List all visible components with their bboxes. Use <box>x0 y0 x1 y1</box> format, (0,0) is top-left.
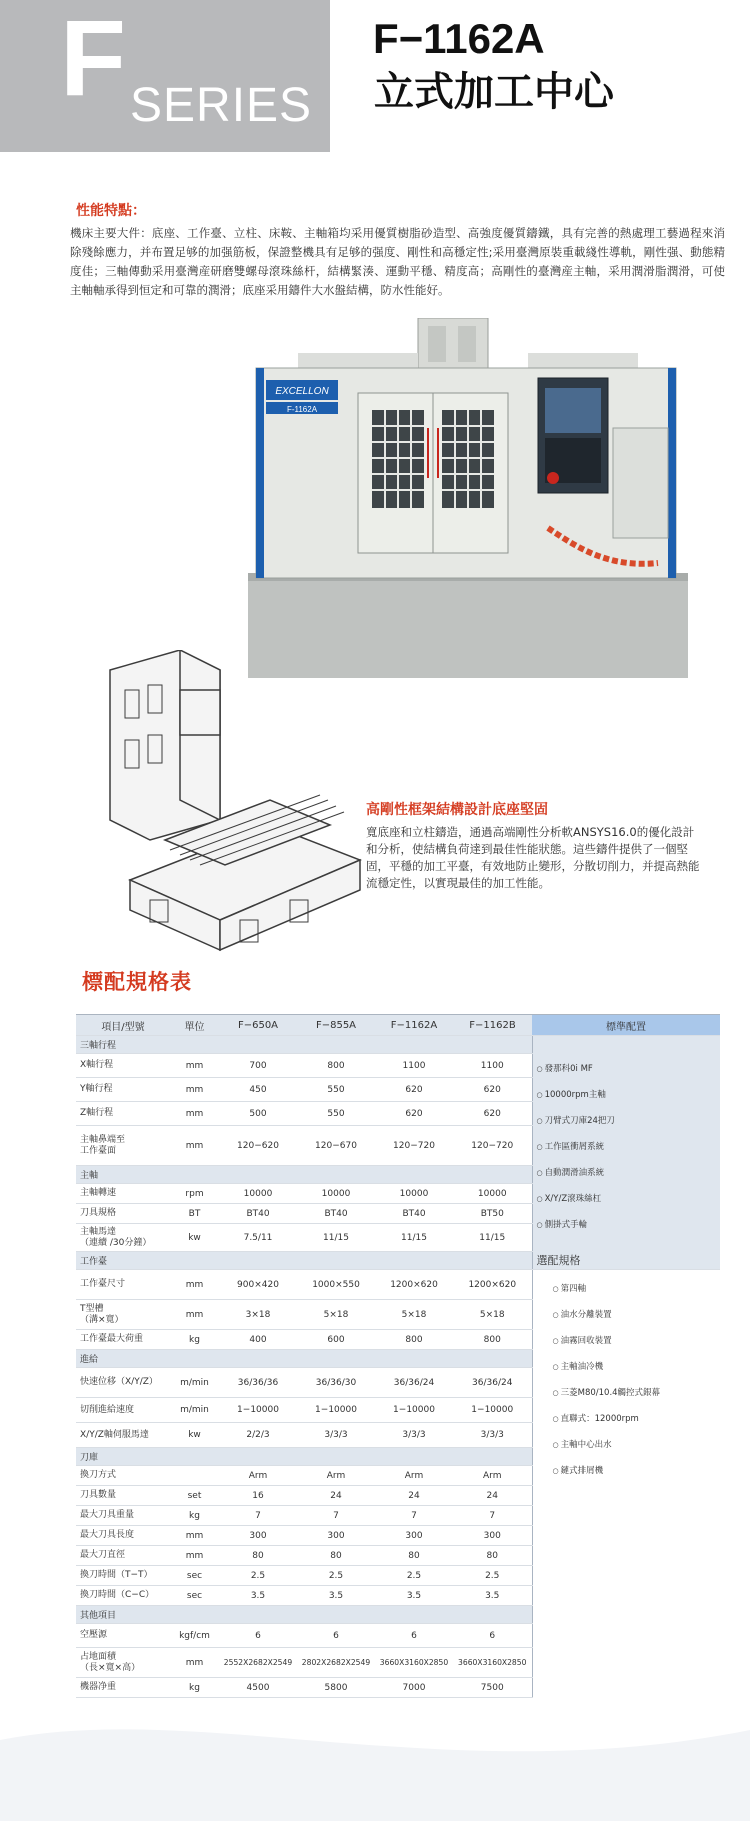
col-header: F−650A <box>219 1015 297 1036</box>
standard-config-item: ○ 側掛式手輪 <box>537 1212 721 1238</box>
spec-label: 最大刀具長度 <box>76 1526 170 1546</box>
spec-unit: rpm <box>170 1184 219 1204</box>
spec-label: X/Y/Z軸伺服馬達 <box>76 1423 170 1448</box>
spec-unit: mm <box>170 1126 219 1166</box>
spec-value: Arm <box>375 1466 453 1486</box>
spec-value: BT40 <box>375 1204 453 1224</box>
spec-value: 800 <box>375 1330 453 1350</box>
machine-brand: EXCELLON <box>275 386 329 397</box>
spec-value: 7 <box>375 1506 453 1526</box>
spec-value: 900×420 <box>219 1270 297 1300</box>
spec-value: 1−10000 <box>219 1398 297 1423</box>
spec-value: 7000 <box>375 1678 453 1698</box>
spec-label: 刀具數量 <box>76 1486 170 1506</box>
spec-value: 7 <box>219 1506 297 1526</box>
spec-label: 主軸鼻端至 工作臺面 <box>76 1126 170 1166</box>
spec-value: 2.5 <box>297 1566 375 1586</box>
spec-value: 10000 <box>297 1184 375 1204</box>
spec-value: 1000×550 <box>297 1270 375 1300</box>
spec-label: T型槽 （溝×寬） <box>76 1300 170 1330</box>
spec-value: 800 <box>453 1330 532 1350</box>
category-label: 主軸 <box>76 1166 532 1184</box>
spec-label: X軸行程 <box>76 1054 170 1078</box>
series-letter: F <box>60 0 126 118</box>
col-header: F−1162B <box>453 1015 532 1036</box>
spec-value: Arm <box>297 1466 375 1486</box>
spec-value: 1200×620 <box>375 1270 453 1300</box>
spec-value: 2.5 <box>453 1566 532 1586</box>
spec-value: 24 <box>375 1486 453 1506</box>
spec-value: 5×18 <box>453 1300 532 1330</box>
spec-value: Arm <box>453 1466 532 1486</box>
spec-value: 11/15 <box>453 1224 532 1252</box>
category-label: 三軸行程 <box>76 1036 532 1054</box>
col-header: 項目/型號 <box>76 1015 170 1036</box>
spec-value: 620 <box>375 1102 453 1126</box>
spec-label: 工作臺最大荷重 <box>76 1330 170 1350</box>
category-row <box>76 1252 720 1270</box>
spec-value: 620 <box>453 1102 532 1126</box>
machine-image <box>248 318 688 678</box>
spec-value: 7 <box>297 1506 375 1526</box>
spec-label: 主軸轉速 <box>76 1184 170 1204</box>
standard-config-item: ○ 刀臂式刀庫24把刀 <box>537 1108 721 1134</box>
spec-value: 300 <box>375 1526 453 1546</box>
standard-config-item: ○ 發那科0i MF <box>537 1056 721 1082</box>
spec-unit: kg <box>170 1678 219 1698</box>
spec-value: BT40 <box>297 1204 375 1224</box>
optional-config-item: ○ 三菱M80/10.4觸控式銀幕 <box>553 1380 721 1406</box>
spec-unit: m/min <box>170 1368 219 1398</box>
spec-value: 6 <box>219 1624 297 1648</box>
spec-value: 11/15 <box>297 1224 375 1252</box>
optional-config-list <box>532 1270 720 1698</box>
spec-unit: sec <box>170 1586 219 1606</box>
category-label: 刀庫 <box>76 1448 532 1466</box>
spec-label: 最大刀直徑 <box>76 1546 170 1566</box>
spec-value: 1−10000 <box>297 1398 375 1423</box>
spec-value: 3/3/3 <box>375 1423 453 1448</box>
standard-config-item: ○ 工作區衝屑系統 <box>537 1134 721 1160</box>
category-label: 進給 <box>76 1350 532 1368</box>
optional-config-item: ○ 鏈式排屑機 <box>553 1458 721 1484</box>
standard-config-list <box>532 1036 720 1252</box>
spec-unit: mm <box>170 1300 219 1330</box>
spec-label: 換刀時間（T−T） <box>76 1566 170 1586</box>
optional-config-item: ○ 油霧回收裝置 <box>553 1328 721 1354</box>
spec-value: 36/36/24 <box>375 1368 453 1398</box>
spec-value: 24 <box>297 1486 375 1506</box>
optional-config-item: ○ 主軸油冷機 <box>553 1354 721 1380</box>
spec-unit: kg <box>170 1330 219 1350</box>
spec-value: 1200×620 <box>453 1270 532 1300</box>
spec-unit: m/min <box>170 1398 219 1423</box>
spec-value: 6 <box>453 1624 532 1648</box>
spec-value: 120−720 <box>375 1126 453 1166</box>
spec-label: 空壓源 <box>76 1624 170 1648</box>
spec-value: 5×18 <box>375 1300 453 1330</box>
spec-unit: mm <box>170 1526 219 1546</box>
spec-label: Z軸行程 <box>76 1102 170 1126</box>
spec-table <box>76 1014 720 1698</box>
spec-value: 36/36/24 <box>453 1368 532 1398</box>
spec-label: Y軸行程 <box>76 1078 170 1102</box>
spec-header-row <box>76 1015 720 1036</box>
spec-value: 700 <box>219 1054 297 1078</box>
spec-value: 10000 <box>453 1184 532 1204</box>
spec-unit: kgf/cm <box>170 1624 219 1648</box>
spec-value: 36/36/36 <box>219 1368 297 1398</box>
col-header: 單位 <box>170 1015 219 1036</box>
spec-value: 3.5 <box>297 1586 375 1606</box>
spec-label: 換刀時間（C−C） <box>76 1586 170 1606</box>
category-label: 其他項目 <box>76 1606 532 1624</box>
optional-config-item: ○ 主軸中心出水 <box>553 1432 721 1458</box>
spec-value: 1100 <box>453 1054 532 1078</box>
spec-value: 600 <box>297 1330 375 1350</box>
spec-value: 4500 <box>219 1678 297 1698</box>
spec-value: 5800 <box>297 1678 375 1698</box>
spec-value: 1100 <box>375 1054 453 1078</box>
spec-value: 300 <box>453 1526 532 1546</box>
spec-value: 80 <box>453 1546 532 1566</box>
spec-value: 120−720 <box>453 1126 532 1166</box>
spec-value: 3×18 <box>219 1300 297 1330</box>
spec-label: 最大刀具重量 <box>76 1506 170 1526</box>
spec-value: 300 <box>297 1526 375 1546</box>
spec-value: 16 <box>219 1486 297 1506</box>
spec-value: 36/36/30 <box>297 1368 375 1398</box>
optional-config-item: ○ 油水分離裝置 <box>553 1302 721 1328</box>
spec-value: 2/2/3 <box>219 1423 297 1448</box>
standard-config-item: ○ 10000rpm主軸 <box>537 1082 721 1108</box>
spec-value: 10000 <box>219 1184 297 1204</box>
series-banner <box>0 0 330 152</box>
spec-value: 5×18 <box>297 1300 375 1330</box>
spec-unit: BT <box>170 1204 219 1224</box>
spec-unit: kg <box>170 1506 219 1526</box>
optional-config-title: 選配規格 <box>532 1252 720 1270</box>
spec-value: 6 <box>375 1624 453 1648</box>
spec-value: 80 <box>297 1546 375 1566</box>
spec-value: 450 <box>219 1078 297 1102</box>
model-subtitle: 立式加工中心 <box>374 69 614 115</box>
spec-value: 24 <box>453 1486 532 1506</box>
spec-value: BT40 <box>219 1204 297 1224</box>
spec-value: 80 <box>219 1546 297 1566</box>
spec-value: 3.5 <box>219 1586 297 1606</box>
spec-value: 7500 <box>453 1678 532 1698</box>
spec-unit: mm <box>170 1270 219 1300</box>
machine-model-plate: F-1162A <box>286 405 318 414</box>
spec-value: 550 <box>297 1078 375 1102</box>
spec-unit: mm <box>170 1078 219 1102</box>
spec-value: 120−620 <box>219 1126 297 1166</box>
spec-value: 2.5 <box>219 1566 297 1586</box>
spec-unit: sec <box>170 1566 219 1586</box>
spec-value: 3660X3160X2850 <box>375 1648 453 1678</box>
spec-value: 3660X3160X2850 <box>453 1648 532 1678</box>
features-text: 機床主要大件：底座、工作臺、立柱、床鞍、主軸箱均采用優質樹脂砂造型、高強度優質鑄鐵，具有完善的熱處理工藝過程來消除殘餘應力，并布置足够的加强筋板，保證整機具有足够的强度、剛性和高穩定性;采用臺灣原裝重載綫性導軌，剛性强、動態精度佳；三軸傳動采用臺灣産研磨雙螺母滾珠絲杆，結構緊湊、運動平穩、精度高；高剛性的臺灣産主軸，采用潤滑脂潤滑，可使主軸軸承得到恒定和可靠的潤滑；底座采用鑄件大水盤結構，防水性能好。 <box>70 226 725 297</box>
col-header: F−1162A <box>375 1015 453 1036</box>
spec-label: 占地面積 （長×寬×高） <box>76 1648 170 1678</box>
spec-unit: set <box>170 1486 219 1506</box>
spec-value: 80 <box>375 1546 453 1566</box>
spec-value: 550 <box>297 1102 375 1126</box>
category-row <box>76 1036 720 1054</box>
spec-value: 3/3/3 <box>453 1423 532 1448</box>
model-title: F−1162A <box>373 15 545 62</box>
spec-unit: mm <box>170 1054 219 1078</box>
frame-heading: 高剛性框架結構設計底座堅固 <box>366 802 548 818</box>
spec-label: 機器净重 <box>76 1678 170 1698</box>
frame-text: 寬底座和立柱鑄造，通過高端剛性分析軟ANSYS16.0的優化設計和分析，使結構負荷達到最佳性能狀態。這些鑄件提供了一個堅固，平穩的加工平臺，有效地防止變形，分散切削力，并提高熱能流穩定性，以實現最佳的加工性能。 <box>366 825 700 890</box>
frame-structure-image <box>70 650 370 970</box>
standard-config-item: ○ 自動潤滑油系統 <box>537 1160 721 1186</box>
spec-value: 6 <box>297 1624 375 1648</box>
spec-value: 500 <box>219 1102 297 1126</box>
features-heading: 性能特點： <box>76 203 146 219</box>
series-word: SERIES <box>130 79 313 132</box>
spec-value: 620 <box>453 1078 532 1102</box>
spec-value: 3/3/3 <box>297 1423 375 1448</box>
spec-value: 7.5/11 <box>219 1224 297 1252</box>
spec-label: 主軸馬達 （連續 /30分鐘） <box>76 1224 170 1252</box>
spec-value: 800 <box>297 1054 375 1078</box>
spec-heading: 標配規格表 <box>82 970 192 994</box>
spec-value: 620 <box>375 1078 453 1102</box>
spec-value: 120−670 <box>297 1126 375 1166</box>
optional-config-item: ○ 直聯式：12000rpm <box>553 1406 721 1432</box>
spec-label: 切削進給速度 <box>76 1398 170 1423</box>
decorative-wave <box>0 1700 750 1821</box>
spec-value: 3.5 <box>453 1586 532 1606</box>
spec-unit <box>170 1466 219 1486</box>
spec-label: 換刀方式 <box>76 1466 170 1486</box>
spec-value: 2552X2682X2549 <box>219 1648 297 1678</box>
spec-unit: mm <box>170 1546 219 1566</box>
spec-value: 300 <box>219 1526 297 1546</box>
spec-value: 400 <box>219 1330 297 1350</box>
spec-value: 10000 <box>375 1184 453 1204</box>
spec-label: 刀具規格 <box>76 1204 170 1224</box>
spec-unit: kw <box>170 1224 219 1252</box>
col-header: F−855A <box>297 1015 375 1036</box>
category-label: 工作臺 <box>76 1252 532 1270</box>
spec-label: 快速位移（X/Y/Z） <box>76 1368 170 1398</box>
spec-value: 1−10000 <box>375 1398 453 1423</box>
spec-value: BT50 <box>453 1204 532 1224</box>
spec-unit: mm <box>170 1648 219 1678</box>
standard-config-title: 標準配置 <box>532 1015 720 1036</box>
spec-unit: mm <box>170 1102 219 1126</box>
spec-label: 工作臺尺寸 <box>76 1270 170 1300</box>
spec-value: 7 <box>453 1506 532 1526</box>
spec-value: 2.5 <box>375 1566 453 1586</box>
spec-value: 11/15 <box>375 1224 453 1252</box>
optional-config-item: ○ 第四軸 <box>553 1276 721 1302</box>
spec-value: Arm <box>219 1466 297 1486</box>
spec-value: 3.5 <box>375 1586 453 1606</box>
spec-value: 2802X2682X2549 <box>297 1648 375 1678</box>
standard-config-item: ○ X/Y/Z滾珠絲杠 <box>537 1186 721 1212</box>
spec-value: 1−10000 <box>453 1398 532 1423</box>
spec-unit: kw <box>170 1423 219 1448</box>
spec-row <box>76 1270 720 1300</box>
